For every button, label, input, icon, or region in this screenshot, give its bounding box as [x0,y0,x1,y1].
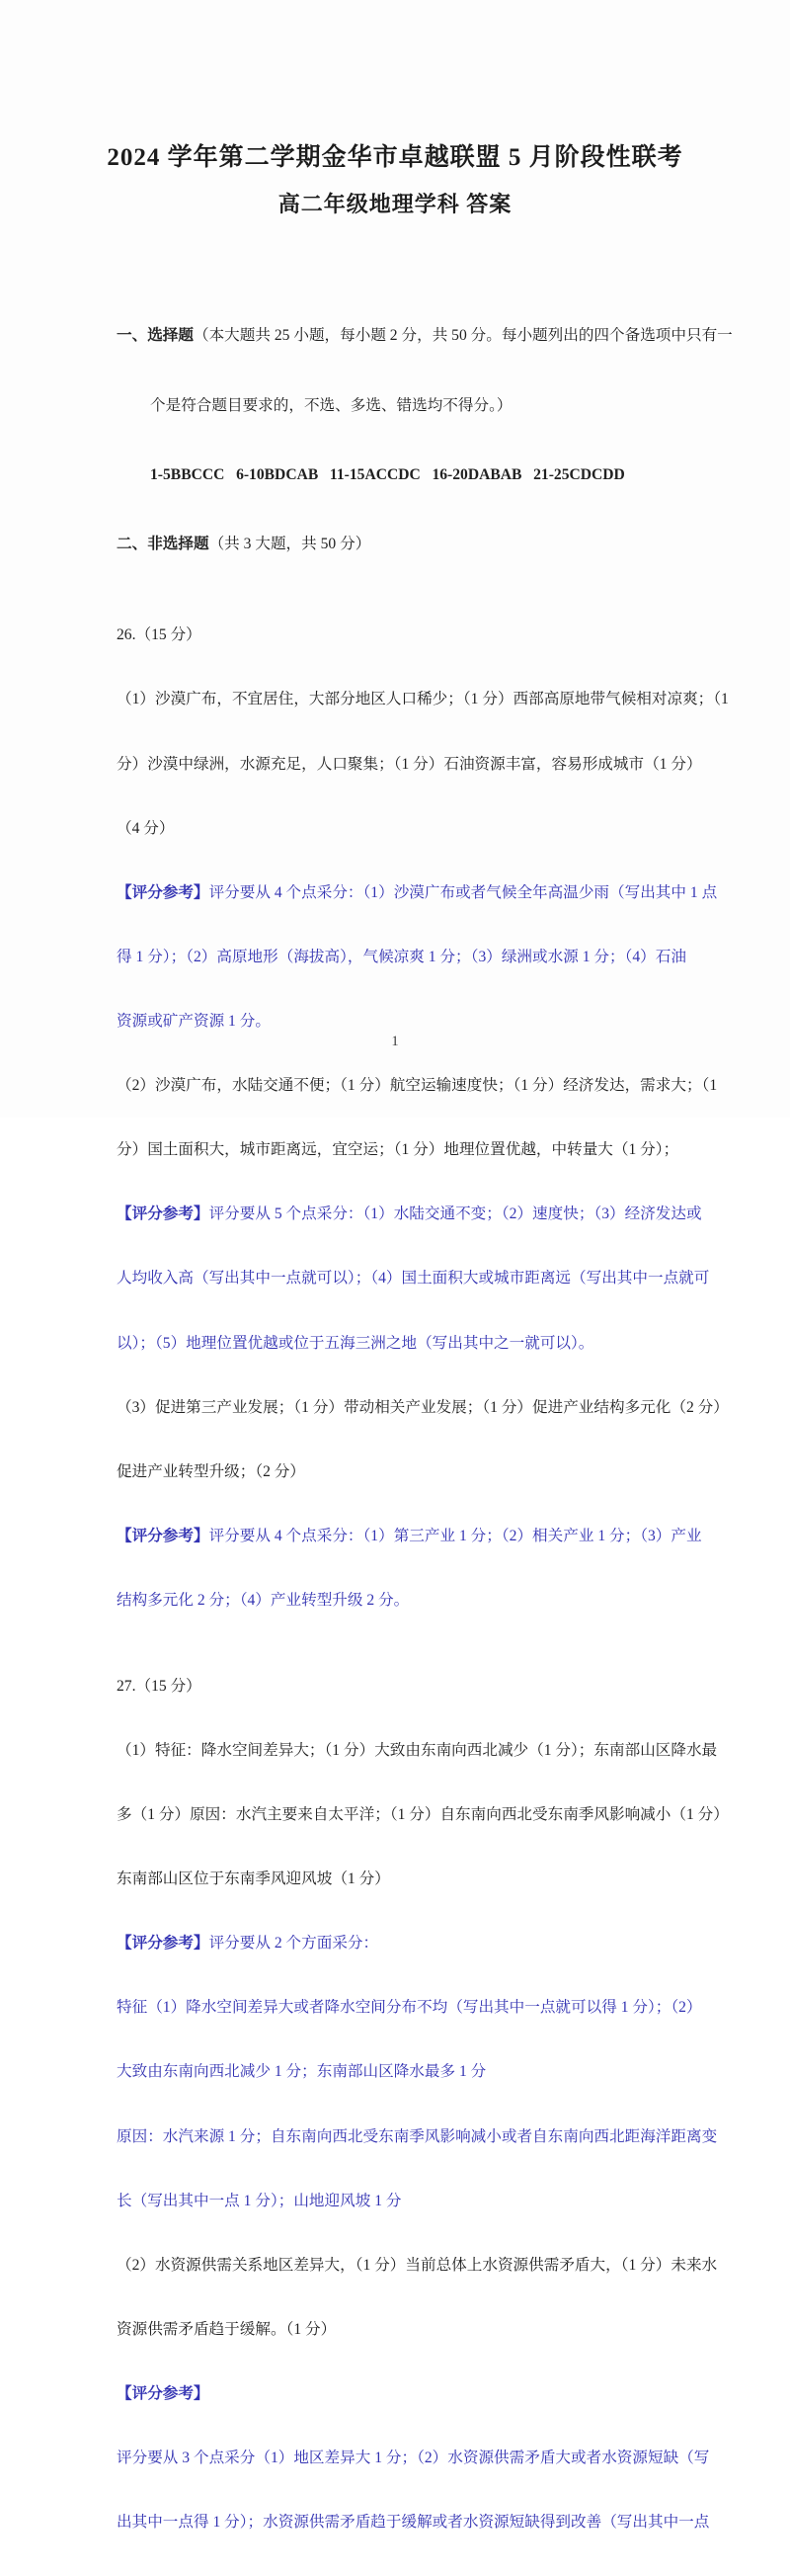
scoring-note-line: 资源或矿产资源 1 分。 [117,1012,271,1030]
doc-line: （1）特征：降水空间差异大；（1 分）大致由东南向西北减少（1 分）；东南部山区降水最 [117,1741,718,1759]
q26-heading: 26.（15 分） [117,626,201,644]
scoring-note-line: 长（写出其中一点 1 分）；山地迎风坡 1 分 [117,2192,402,2209]
doc-line: （3）促进第三产业发展；（1 分）带动相关产业发展；（1 分）促进产业结构多元化（2 分） [117,1398,729,1416]
section-nonchoice-desc: （共 3 大题，共 50 分） [208,536,371,553]
scoring-note-line [117,1204,709,1225]
scoring-note-text: 评分要从 2 个方面采分： [208,1935,379,1953]
scoring-note-text: 评分要从 4 个点采分：（1）第三产业 1 分；（2）相关产业 1 分；（3）产业 [208,1527,702,1544]
scoring-note-line [117,882,718,904]
scoring-note-label: 【评分参考】 [117,1527,209,1544]
doc-line: 多（1 分）原因：水汽主要来自太平洋；（1 分）自东南向西北受东南季风影响减小（1 分） [117,1805,729,1823]
page-title: 2024 学年第二学期金华市卓越联盟 5 月阶段性联考 [107,144,683,171]
section-choice-label: 一、选择题 [117,327,194,345]
scoring-note-line: 人均收入高（写出其中一点就可以）；（4）国土面积大或城市距离远（写出其中一点就可 [117,1270,710,1288]
section-choice-heading [117,325,733,347]
scoring-note-line: 以）；（5）地理位置优越或位于五海三洲之地（写出其中之一就可以）。 [117,1334,594,1352]
doc-line: （2）水资源供需关系地区差异大，（1 分）当前总体上水资源供需矛盾大，（1 分）未来水 [117,2256,718,2274]
scoring-note-line [117,2383,709,2405]
scoring-note-text: 评分要从 4 个点采分：（1）沙漠广布或者气候全年高温少雨（写出其中 1 点 [208,883,718,901]
scoring-note-label: 【评分参考】 [117,883,209,901]
doc-line: 分）沙漠中绿洲，水源充足，人口聚集；（1 分）石油资源丰富，容易形成城市（1 分） [117,755,702,773]
doc-line: 促进产业转型升级；（2 分） [117,1462,306,1480]
page-number: 1 [391,1034,399,1049]
section-choice-desc: （本大题共 25 小题，每小题 2 分，共 50 分。每小题列出的四个备选项中只有一 [193,327,733,345]
scoring-note-line: 得 1 分）；（2）高原地形（海拔高），气候凉爽 1 分；（3）绿洲或水源 1 分；（4）石油 [117,948,686,965]
scoring-note-line: 出其中一点得 1 分）；水资源供需矛盾趋于缓解或者水资源短缺得到改善（写出其中一点 [117,2514,710,2532]
section-nonchoice-label: 二、非选择题 [117,536,209,553]
scoring-note-line [117,1933,709,1954]
scoring-note-label: 【评分参考】 [117,1205,209,1223]
doc-line: 个是符合题目要求的，不选、多选、错选均不得分。） [150,396,513,414]
scoring-note-label: 【评分参考】 [117,2384,209,2402]
doc-line: 分）国土面积大，城市距离远，宜空运；（1 分）地理位置优越，中转量大（1 分）； [117,1141,679,1159]
scoring-note-line [117,1526,709,1547]
scoring-note-label: 【评分参考】 [117,1935,209,1953]
scoring-note-line: 结构多元化 2 分；（4）产业转型升级 2 分。 [117,1591,410,1609]
q27-heading: 27.（15 分） [117,1677,201,1695]
scoring-note-line: 原因：水汽来源 1 分；自东南向西北受东南季风影响减小或者自东南向西北距海洋距离变 [117,2127,718,2145]
doc-line: 东南部山区位于东南季风迎风坡（1 分） [117,1870,390,1888]
section-nonchoice-heading [117,534,709,555]
doc-line: 资源供需矛盾趋于缓解。（1 分） [117,2320,337,2338]
mc-answers-line: 1-5BBCCC 6-10BDCAB 11-15ACCDC 16-20DABAB 21-25CDCDD [150,466,625,483]
scoring-note-line: 评分要从 3 个点采分（1）地区差异大 1 分；（2）水资源供需矛盾大或者水资源短缺（写 [117,2450,710,2467]
doc-line: （1）沙漠广布，不宜居住，大部分地区人口稀少；（1 分）西部高原地带气候相对凉爽；（1 [117,691,729,708]
doc-line: （2）沙漠广布，水陆交通不便；（1 分）航空运输速度快；（1 分）经济发达，需求大；（1 [117,1077,718,1095]
scoring-note-line: 大致由东南向西北减少 1 分；东南部山区降水最多 1 分 [117,2063,487,2081]
document-body [117,283,733,2576]
scoring-note-line: 特征（1）降水空间差异大或者降水空间分布不均（写出其中一点就可以得 1 分）；（2） [117,1999,702,2017]
page-subtitle: 高二年级地理学科 答案 [277,192,513,216]
scoring-note-text: 评分要从 5 个点采分：（1）水陆交通不变；（2）速度快；（3）经济发达或 [208,1205,702,1223]
doc-line: （4 分） [117,819,175,837]
